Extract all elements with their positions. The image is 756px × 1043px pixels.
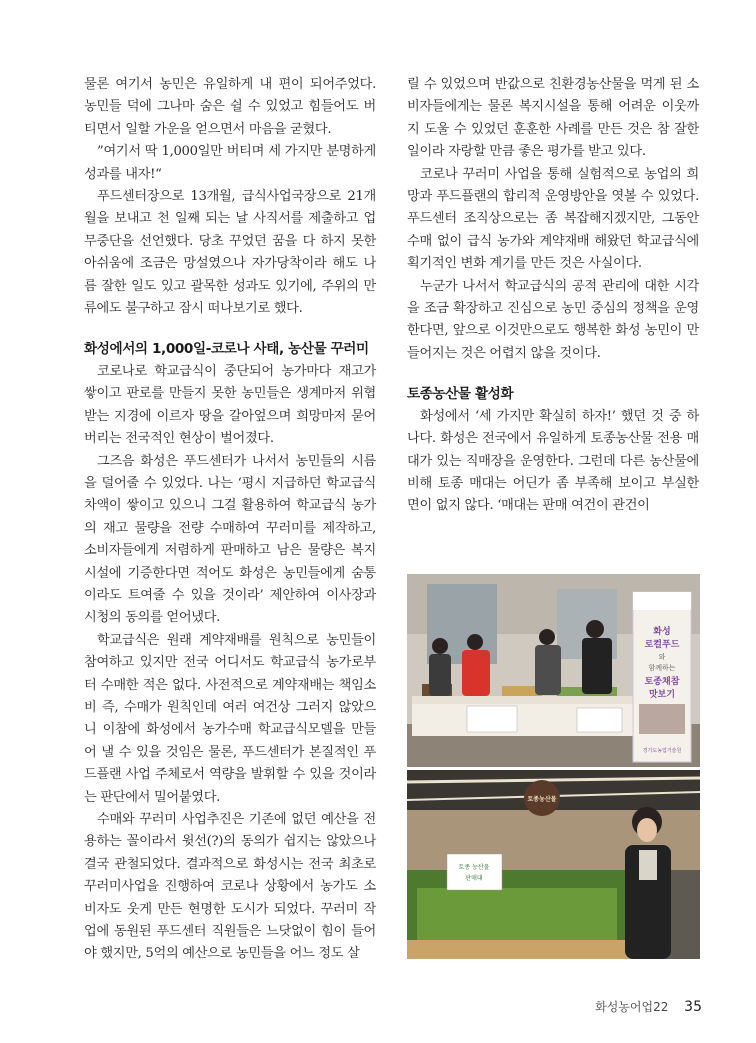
banner-text: 함께하는 — [648, 664, 676, 672]
body-paragraph: 푸드센터장으로 13개월, 급식사업국장으로 21개월을 보내고 천 일째 되는 날 사직서를 제출하고 업무중단을 선언했다. 당초 꾸었던 꿈을 다 하지 못한 아쉬움에 조금은 망설였으나 자가당착이라 해도 나름 잘한 일도 있고 괄목한 성과도 있기에, 주위의 만류에도 불구하고 잠시 떠나보기로 했다. — [84, 189, 376, 317]
photo-tasting-event — [407, 574, 700, 767]
banner-text: 토종채참 — [644, 677, 680, 687]
body-paragraph: 그즈음 화성은 푸드센터가 나서서 농민들의 시름을 덜어줄 수 있었다. 나는 ‘평시 지급하던 학교급식 차액이 쌓이고 있으니 그걸 활용하여 학교급식 농가의 재고 물량을 전량 수매하여 꾸러미를 제작하고, 소비자들에게 저렴하게 판매하고 남은 물량은 복지시설에 기증한다면 적어도 화성은 농민들에게 숨통이라도 트여줄 수 있을 것이라’ 제안하여 이사장과 시청의 동의를 얻어냈다. — [84, 453, 376, 626]
left-column — [84, 74, 376, 966]
body-paragraph: 화성에서 ‘세 가지만 확실히 하자!’ 했던 것 중 하나다. 화성은 전국에서 유일하게 토종농산물 전용 매대가 있는 직매장을 운영한다. 그런데 다른 농산물에 비해 토종 매대는 어딘가 좀 부족해 보이고 부실한 면이 없지 않다. ‘매대는 판매 여건이 관건이 — [407, 408, 699, 514]
banner-text: 화성 — [653, 627, 671, 637]
body-paragraph: 물론 여기서 농민은 유일하게 내 편이 되어주었다. 농민들 덕에 그나마 숨은 쉴 수 있었고 힘들어도 버티면서 일할 가운을 얻으면서 마음을 굳혔다. — [84, 77, 376, 137]
body-paragraph: 수매와 꾸러미 사업추진은 기존에 없던 예산을 전용하는 꼴이라서 윗선(?)의 동의가 쉽지는 않았으나 결국 관철되었다. 결과적으로 화성시는 전국 최초로 꾸러미사업을 진행하여 코로나 상황에서 농가도 소비자도 웃게 만든 현명한 도시가 되었다. 꾸러미 작업에 동원된 푸드센터 직원들은 느닷없이 힘이 들어야 했지만, 5억의 예산으로 농민들을 어느 정도 살 — [84, 812, 376, 962]
banner-small-text: 경기도농업기술원 — [642, 748, 682, 754]
banner-text: 로컬푸드 — [644, 640, 680, 650]
market-sign-text: 토종농산물 — [527, 796, 557, 803]
body-paragraph: 코로나 꾸러미 사업을 통해 실험적으로 농업의 희망과 푸드플랜의 합리적 운영방안을 엿볼 수 있었다. 푸드센터 조직상으로는 좀 복잡해지겠지만, 그동안 수매 없이 급식 농가와 계약재배 해왔던 학교급식에 획기적인 변화 계기를 만든 것은 사실이다. — [407, 166, 699, 272]
page-number: 35 — [684, 999, 702, 1015]
banner-text: 맛보기 — [648, 690, 676, 700]
section-heading-corona: 화성에서의 1,000일-코로나 사태, 농산물 꾸러미 — [84, 341, 369, 358]
photo-market-stand — [407, 770, 700, 959]
body-paragraph-quote: ”여기서 딱 1,000일만 버티며 세 가지만 분명하게 성과를 내자!“ — [84, 144, 376, 182]
stand-card-text: 판매대 — [465, 875, 483, 882]
page-footer — [595, 998, 702, 1015]
body-paragraph-continued: 릴 수 있었으며 반값으로 친환경농산물을 먹게 된 소비자들에게는 물론 복지시설을 통해 어려운 이웃까지 도울 수 있었던 훈훈한 사례를 만든 것은 참 잘한 일이라 자랑할 만큼 좋은 평가를 받고 있다. — [407, 77, 699, 160]
body-paragraph: 코로나로 학교급식이 중단되어 농가마다 재고가 쌓이고 판로를 만들지 못한 농민들은 생계마저 위협받는 지경에 이르자 땅을 갈아엎으며 희망마저 묻어버리는 전국적인 현상이 벌어졌다. — [84, 363, 376, 447]
body-paragraph: 누군가 나서서 학교급식의 공적 관리에 대한 시각을 조금 확장하고 진심으로 농민 중심의 정책을 운영한다면, 앞으로 이것만으로도 행복한 화성 농민이 만들어지는 것은 어렵지 않을 것이다. — [407, 278, 699, 361]
stand-card-text: 토종 농산물 — [458, 864, 490, 871]
right-column — [407, 74, 699, 518]
publication-name: 화성농어업22 — [595, 1000, 669, 1014]
body-paragraph: 학교급식은 원래 계약재배를 원칙으로 농민들이 참여하고 있지만 전국 어디서도 학교급식 농가로부터 수매한 적은 없다. 사전적으로 계약재배는 책임소비 즉, 수매가 원칙인데 여러 여건상 그러지 않았으니 이참에 화성에서 농가수매 학교급식모델을 만들어 낼 수 있을 것임은 물론, 푸드센터가 본질적인 푸드플랜 사업 주체로서 역량을 발휘할 수 있을 것이라는 판단에서 밀어붙였다. — [84, 632, 376, 805]
section-heading-native-crops: 토종농산물 활성화 — [407, 386, 514, 403]
banner-text: 와 — [658, 653, 666, 661]
